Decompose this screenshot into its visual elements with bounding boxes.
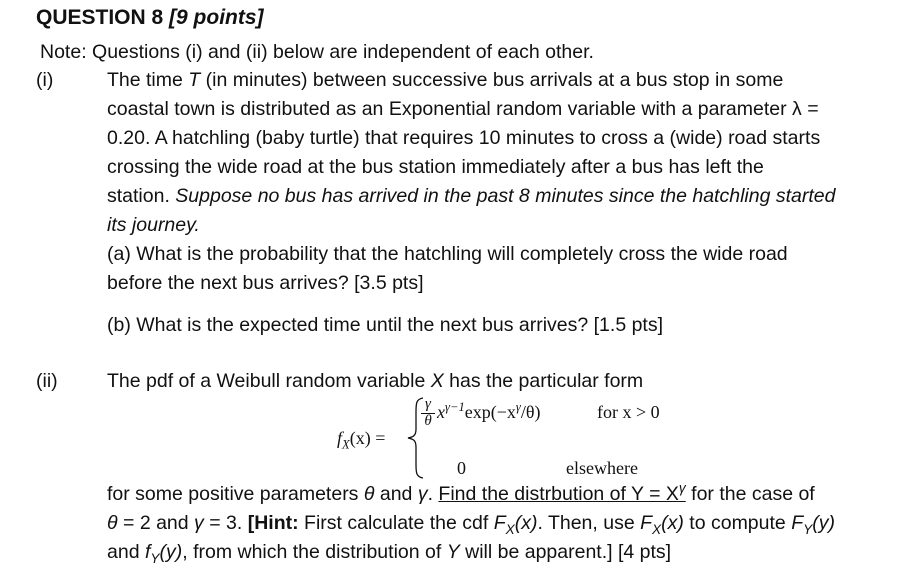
part-i-question-a-line-1: (a) What is the probability that the hatchling will completely cross the wide road (107, 243, 788, 265)
formula-case-1-expression: $x^{\gamma-1}\exp(-x^\gamma/\theta)$ (437, 400, 541, 422)
fraction (421, 397, 435, 429)
formula-case-1-condition: for x > 0 (597, 402, 660, 422)
hint-label: [Hint: (247, 512, 299, 534)
question-title (36, 6, 264, 30)
part-i-line-5: station. Suppose no bus has arrived in the past 8 minutes since the hatchling started (107, 185, 836, 207)
part-i-question-b: (b) What is the expected time until the next bus arrives? [1.5 pts] (107, 314, 664, 336)
part-ii-label: (ii) (36, 370, 58, 392)
part-i-line-2: coastal town is distributed as an Exponential random variable with a parameter λ = (107, 98, 819, 120)
task-statement: Find the distrbution of $Y = X^\gamma$ (438, 480, 686, 505)
part-i-line-6: its journey. (107, 214, 200, 236)
part-ii-line-1: for some positive parameters θ and γ. Find the distrbution of $Y = X^\gamma$ for the case of (107, 480, 815, 505)
fraction-numerator: γ (425, 396, 431, 412)
part-i-label: (i) (36, 69, 54, 91)
formula-case-2-value: 0 (457, 458, 466, 478)
part-i-line-1: The time T (in minutes) between successive bus arrivals at a bus stop in some (107, 69, 784, 91)
fraction-denominator: θ (421, 413, 435, 429)
formula-lhs: $f_X(x)$ = (337, 428, 386, 452)
question-number: QUESTION 8 (36, 6, 170, 29)
formula-case-2-condition: elsewhere (566, 458, 638, 478)
question-points: [9 points] (169, 6, 264, 29)
part-i-question-a-line-2: before the next bus arrives? [3.5 pts] (107, 272, 424, 294)
part-i-line-3: 0.20. A hatchling (baby turtle) that requires 10 minutes to cross a (wide) road starts (107, 127, 821, 149)
part-ii-intro: The pdf of a Weibull random variable X has the particular form (107, 370, 644, 392)
part-ii-line-2: θ = 2 and γ = 3. [Hint: First calculate the cdf $F_X(x)$. Then, use $F_X(x)$ to compute $F_Y(y)$ (107, 512, 835, 537)
part-ii-line-3: and $f_Y(y)$, from which the distribution of Y will be apparent.] [4 pts] (107, 541, 672, 566)
part-i-line-4: crossing the wide road at the bus station immediately after a bus has left the (107, 156, 764, 178)
note-line: Note: Questions (i) and (ii) below are independent of each other. (40, 41, 594, 63)
